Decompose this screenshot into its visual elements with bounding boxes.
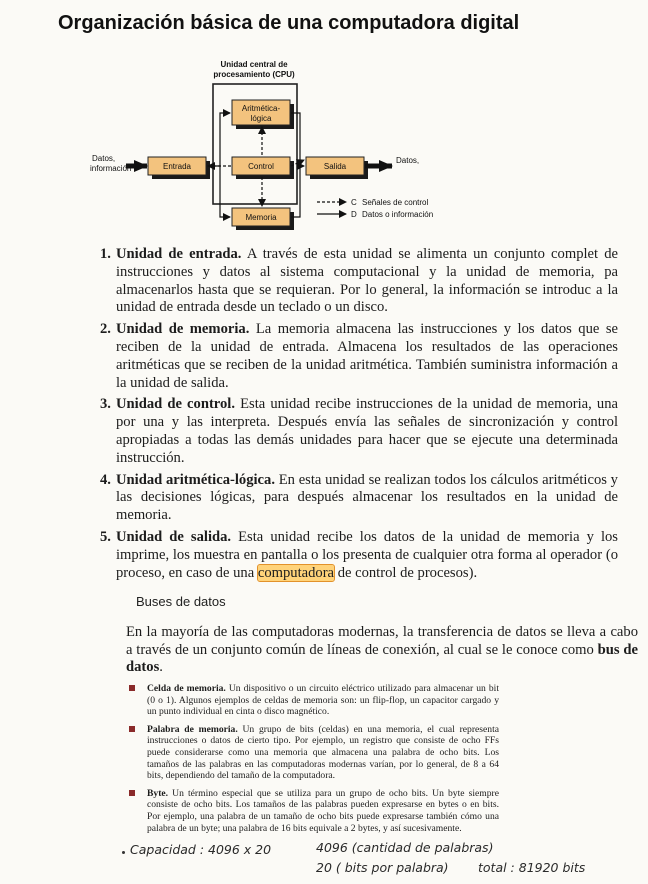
handwritten-total: total : 81920 bits [478,860,586,875]
unit-number: 4. [100,471,111,488]
handwritten-bits-per-word: 20 ( bits por palabra) [316,860,449,875]
square-bullet-icon [129,790,135,796]
unit-item [102,396,618,467]
unit-body: La memoria almacena las instrucciones y los datos que se reciben de la unidad de entrada. Almacena los resultados de las operaciones aritméticas que se reciben de la unidad aritmética. También suministra información a la unidad de salida. [116,321,618,391]
highlighted-word: computadora [257,564,335,581]
memory-box-label: Memoria [245,213,277,222]
unit-list [102,246,618,586]
bus-paragraph-text: En la mayoría de las computadoras modernas, la transferencia de datos se lleva a cabo a través de un conjunto común de líneas de conexión, al cual se le conoce como [126,624,638,658]
unit-number: 3. [100,396,111,413]
square-bullet-icon [129,685,135,691]
handwritten-capacity: Capacidad : 4096 x 20 [130,842,272,857]
cpu-block-diagram [0,0,648,240]
page-title: Organización básica de una computadora digital [58,12,520,34]
legend-key-control: C [351,198,357,207]
input-data-label: Datos, [92,154,116,163]
unit-number: 2. [100,321,111,338]
unit-title: Unidad de memoria. [116,321,250,338]
glossary-text: Un grupo de bits (celdas) en una memoria, el cual representa instrucciones o datos de cierto tipo. Por ejemplo, un registro que consiste de ocho FFs puede considerarse como una memoria que almacena una palabra de ocho bits. Los tamaños de las palabras en las computadoras modernas varían, por lo general, de 8 a 64 bits, dependiendo del tamaño de la computadora. [147,723,500,782]
unit-item [102,246,618,317]
cpu-label-2: procesamiento (CPU) [213,70,295,79]
alu-label: Aritmética- [241,104,281,113]
bus-paragraph-end: . [159,659,163,675]
unit-item [102,472,618,525]
unit-number: 1. [100,246,111,262]
unit-item [102,321,618,392]
cpu-label: Unidad central de [220,60,288,69]
legend-key-data: D [351,210,357,219]
bus-term: bus de datos [126,641,639,675]
unit-body: A través de esta unidad se alimenta un conjunto complet de instrucciones y datos al sistema computacional y la unidad de memoria, pa almacenarlos hasta que se requieran. Por lo general, la información se introduc a la unidad de entrada desde un teclado o un disco. [116,246,619,316]
unit-title: Unidad de control. [116,396,236,413]
glossary-item [127,724,499,782]
unit-body: Esta unidad recibe instrucciones de la unidad de memoria, una por una y las interpreta. Después envía las señales de sincronización y control apropiadas a todas las demás unidades para hacer que se ejecute una determinada instrucción. [116,396,618,466]
glossary-item [127,683,499,718]
unit-title: Unidad de entrada. [116,246,242,262]
unit-item [102,529,618,582]
glossary-term: Palabra de memoria. [147,723,238,735]
section-heading: Buses de datos [136,594,226,609]
handwritten-word-count: 4096 (cantidad de palabras) [316,840,494,855]
glossary-item [127,788,499,834]
unit-title: Unidad de salida. [116,528,232,545]
glossary-list [127,683,499,840]
legend [317,198,433,219]
unit-title: Unidad aritmética-lógica. [116,471,275,488]
input-box-label: Entrada [162,162,192,171]
glossary-term: Celda de memoria. [147,683,226,694]
unit-body: Esta unidad recibe los datos de la unidad de memoria y los imprime, los muestra en pantalla o los presenta de cualquier otra forma al operador (o proceso, en caso de una [116,528,618,581]
legend-text-control: Señales de control [362,198,429,207]
unit-body-end: de control de procesos). [337,564,478,581]
square-bullet-icon [129,726,135,732]
unit-body: En esta unidad se realizan todos los cálculos aritméticos y las decisiones lógicas, para después almacenar los resultados en la unidad de memoria. [116,471,618,524]
alu-label-2: lógica [250,114,272,123]
unit-number: 5. [100,528,111,545]
output-box-label: Salida [323,162,347,171]
glossary-text: Un dispositivo o un circuito eléctrico utilizado para almacenar un bit (0 o 1). Algunos ejemplos de celdas de memoria son: un flip-flop, un capacitor cargado y un punto individual en cinta o disco magnético. [147,683,499,718]
output-data-label: Datos, [396,156,420,165]
bus-paragraph [126,624,638,677]
input-data-label-2: información [90,164,132,173]
legend-text-data: Datos o información [362,210,434,219]
handwritten-dot [122,851,125,854]
glossary-term: Byte. [147,787,169,799]
glossary-text: Un término especial que se utiliza para un grupo de ocho bits. Un byte siempre consiste de ocho bits. Los tamaños de las palabras pueden expresarse en bytes o en bits. Por ejemplo, una palabra de un tamaño de ocho bits puede expresarse también cómo una palabra de un byte; una palabra de 16 bits equivale a 2 bytes, y así sucesivamente. [147,787,499,834]
control-box-label: Control [248,162,274,171]
